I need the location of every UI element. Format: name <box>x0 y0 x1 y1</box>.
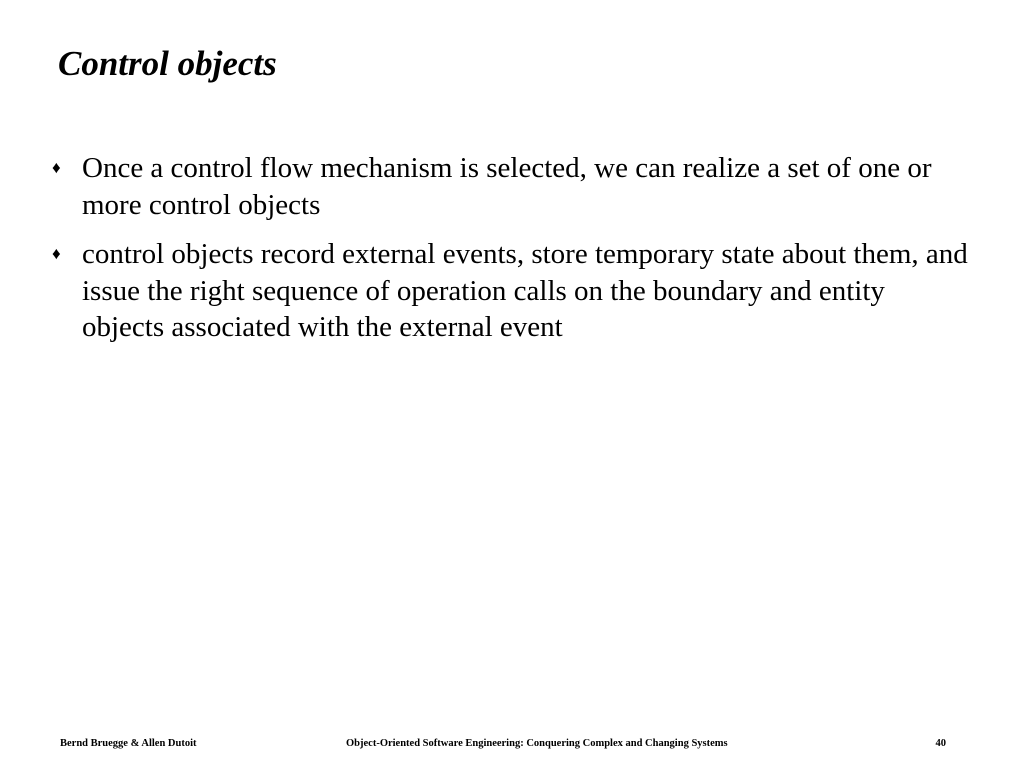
slide-title: Control objects <box>58 44 277 83</box>
bullet-text: control objects record external events, store temporary state about them, and issue the right sequence of operation calls on the boundary and entity objects associated with the external event <box>82 238 968 343</box>
footer-authors: Bernd Bruegge & Allen Dutoit <box>60 738 197 749</box>
diamond-bullet-icon: ♦ <box>52 158 61 177</box>
footer-page-number: 40 <box>935 738 946 749</box>
footer-book-title: Object-Oriented Software Engineering: Conquering Complex and Changing Systems <box>346 738 728 749</box>
bullet-item <box>52 236 972 346</box>
bullet-list <box>52 150 972 359</box>
bullet-item <box>52 150 972 223</box>
bullet-text: Once a control flow mechanism is selected, we can realize a set of one or more control objects <box>82 152 932 221</box>
slide-footer <box>0 736 1024 752</box>
diamond-bullet-icon: ♦ <box>52 244 61 263</box>
